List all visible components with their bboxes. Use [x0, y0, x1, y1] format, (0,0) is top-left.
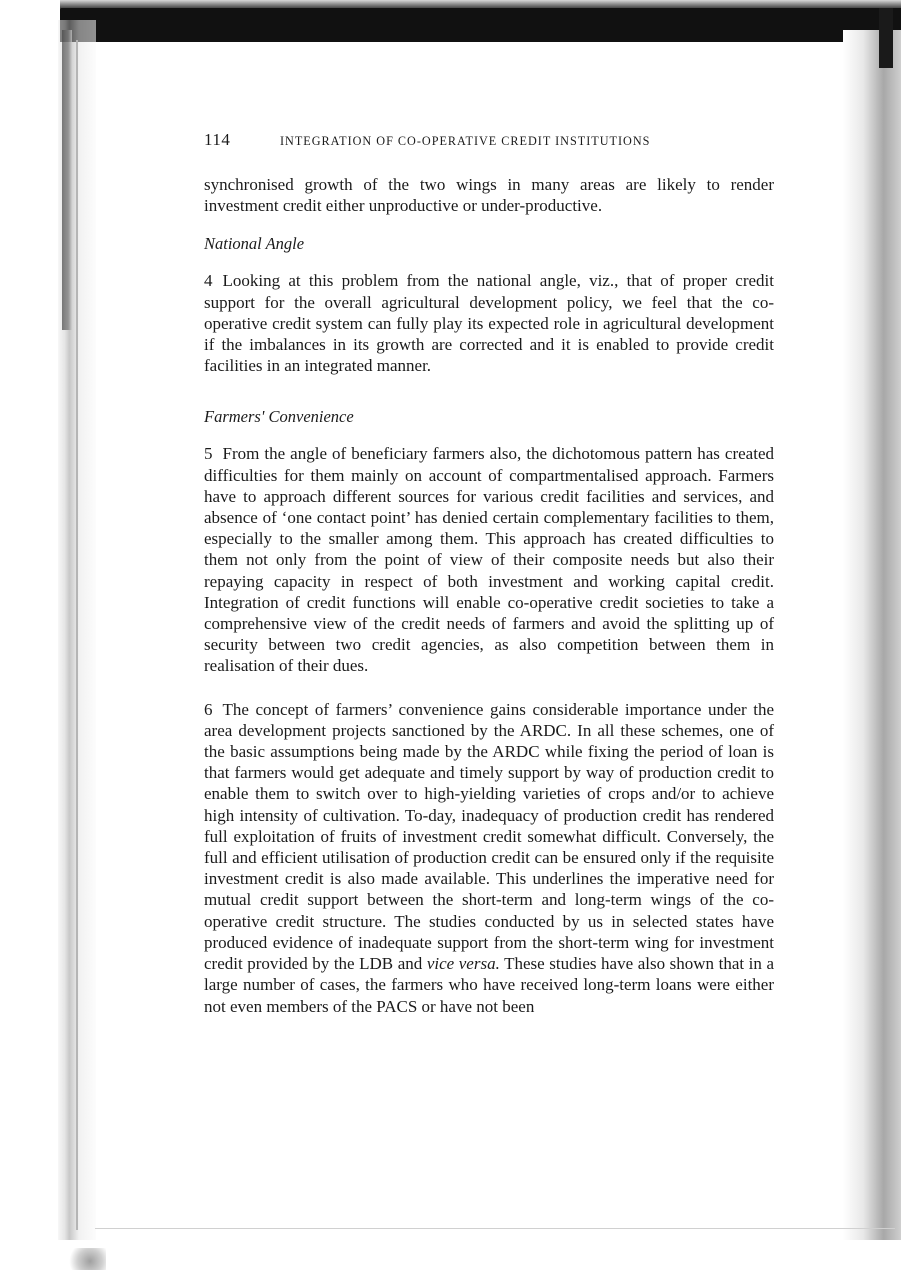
running-title: INTEGRATION OF CO-OPERATIVE CREDIT INSTITUTIONS	[280, 134, 651, 148]
top-dark-band	[60, 8, 901, 42]
paragraph-number: 4	[204, 271, 213, 291]
corner-smudge	[66, 1248, 106, 1270]
heading-farmers-convenience: Farmers' Convenience	[204, 407, 354, 427]
paragraph-4	[204, 270, 774, 376]
right-corner-dark	[879, 8, 893, 68]
bottom-edge-line	[95, 1228, 895, 1229]
paragraph-text: The concept of farmers’ convenience gains considerable importance under the area development projects sanctioned by the ARDC. In all these schemes, one of the basic assumptions being made by the ARDC while fixing the period of loan is that farmers would get adequate and timely support by way of production credit to enable them to switch over to high-yielding varieties of crops and/or to achieve high intensity of cultivation. To-day, inadequacy of production credit has rendered full exploitation of fruits of investment credit somewhat difficult. Conversely, the full and efficient utilisation of production credit can be ensured only if the requisite investment credit is also made available. This underlines the imperative need for mutual credit support between the short-term and long-term wings of the co-operative credit structure. The studies conducted by us in selected states have produced evidence of inadequate support from the short-term wing for investment credit provided by the LDB and	[204, 699, 774, 974]
italic-phrase: vice versa.	[426, 954, 500, 974]
page-body	[204, 130, 774, 1017]
running-head	[204, 130, 774, 156]
intro-paragraph: synchronised growth of the two wings in many areas are likely to render investment credit either unproductive or under-productive.	[204, 175, 774, 216]
left-edge-line	[76, 40, 78, 1230]
paragraph-text: These studies have also shown that in a large number of cases, the farmers who have received long-term loans were either not even members of the PACS or have not been	[204, 954, 774, 1016]
left-edge-shadow	[62, 30, 72, 330]
paragraph-6	[204, 699, 774, 1017]
paragraph-text: Looking at this problem from the national angle, viz., that of proper credit support for the overall agricultural development policy, we feel that the co-operative credit system can fully play its expected role in agricultural development if the imbalances in its growth are corrected and it is enabled to provide credit facilities in an integrated manner.	[204, 271, 774, 376]
paragraph-5	[204, 443, 774, 676]
page-curl-shadow-icon	[843, 30, 901, 1240]
paragraph-number: 5	[204, 444, 213, 464]
paragraph-text: From the angle of beneficiary farmers also, the dichotomous pattern has created difficulties for them mainly on account of compartmentalised approach. Farmers have to approach different sources for various credit facilities and services, and absence of ‘one contact point’ has denied certain complementary facilities to them, especially to the smaller among them. This approach has created difficulties to them not only from the point of view of their composite needs but also their repaying capacity in respect of both investment and working capital credit. Integration of credit functions will enable co-operative credit societies to take a comprehensive view of the credit needs of farmers and avoid the splitting up of security between two credit agencies, as also competition between them in realisation of their dues.	[204, 444, 774, 676]
heading-national-angle: National Angle	[204, 234, 305, 254]
paragraph-number: 6	[204, 699, 213, 719]
page-number: 114	[204, 130, 231, 149]
